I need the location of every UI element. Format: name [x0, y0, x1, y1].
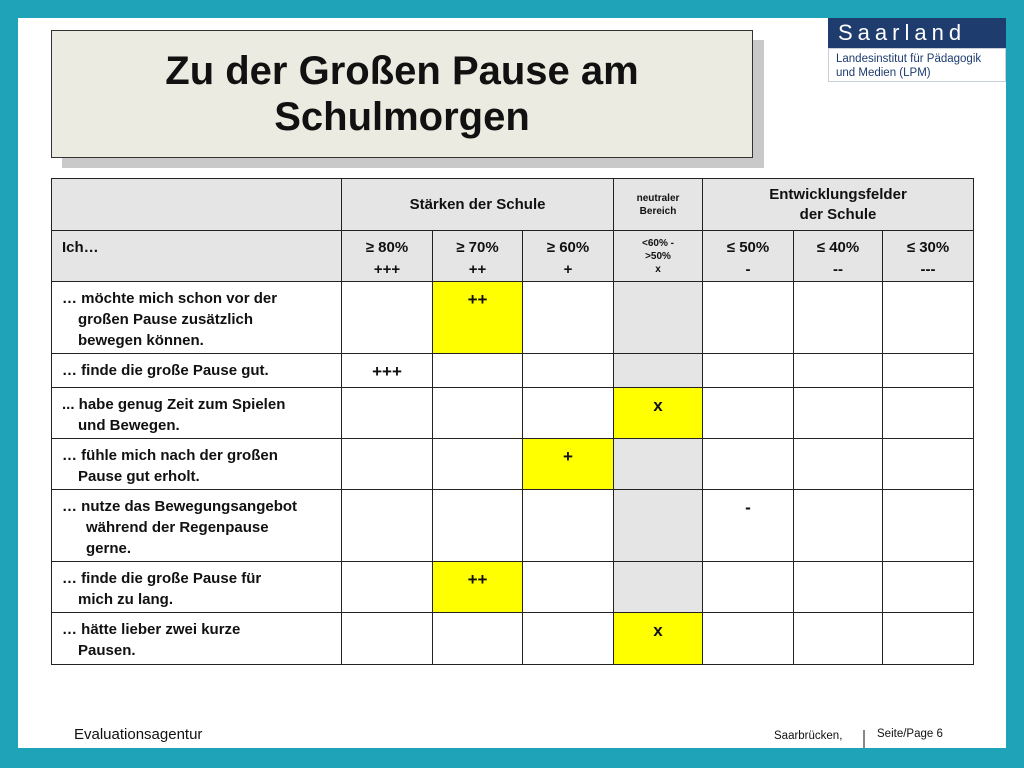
cell-marked: [523, 439, 614, 490]
statement-line: … hätte lieber zwei kurze: [62, 621, 241, 638]
row-statement: [52, 613, 342, 665]
scale-level-5: [703, 231, 794, 282]
cell-neutral: [614, 282, 703, 354]
table-row: [52, 613, 974, 665]
footer-city: Saarbrücken,: [774, 730, 843, 742]
cell: [883, 388, 974, 439]
level-symbol: -: [745, 261, 751, 278]
level-pct: ≤ 30%: [906, 239, 950, 256]
level-symbol: x: [655, 264, 661, 275]
header-strengths: Stärken der Schule: [342, 179, 614, 231]
row-statement: [52, 388, 342, 439]
statement-line: und Bewegen.: [78, 417, 180, 434]
cell: [883, 439, 974, 490]
cell: [342, 439, 433, 490]
slide-title: [51, 30, 753, 158]
cell: [342, 282, 433, 354]
statement-line: während der Regenpause: [86, 519, 269, 536]
table-row: [52, 282, 974, 354]
statement-line: … finde die große Pause für: [62, 570, 262, 587]
table-row: [52, 354, 974, 388]
scale-level-3: [523, 231, 614, 282]
rating-mark: ++: [467, 290, 488, 309]
cell: [794, 439, 883, 490]
cell: [523, 490, 614, 562]
rating-mark: x: [653, 396, 663, 415]
rating-mark: +++: [372, 362, 402, 381]
cell: [883, 354, 974, 388]
level-symbol: ---: [920, 261, 936, 278]
level-pct: ≥ 80%: [365, 239, 409, 256]
level-pct-2: >50%: [645, 251, 671, 262]
row-statement: [52, 354, 342, 388]
cell: [883, 282, 974, 354]
cell-neutral: [614, 439, 703, 490]
statement-line: … fühle mich nach der großen: [62, 447, 278, 464]
cell: [433, 388, 523, 439]
table-row: [52, 490, 974, 562]
cell-marked: [433, 562, 523, 613]
rating-mark: x: [653, 621, 663, 640]
statement-line: … finde die große Pause gut.: [62, 362, 269, 379]
scale-row: [52, 231, 974, 282]
cell: [883, 490, 974, 562]
evaluation-table: [51, 178, 974, 665]
header-development-line-1: Entwicklungsfelder: [769, 185, 907, 203]
header-neutral: [614, 179, 703, 231]
scale-label: Ich…: [52, 231, 342, 282]
level-pct: ≥ 70%: [456, 239, 499, 256]
table-row: [52, 439, 974, 490]
row-statement: [52, 439, 342, 490]
footer-page-number: Seite/Page 6: [877, 728, 943, 740]
scale-level-1: [342, 231, 433, 282]
statement-line: großen Pause zusätzlich: [78, 311, 254, 328]
scale-level-2: [433, 231, 523, 282]
level-symbol: +: [563, 261, 573, 278]
cell: [703, 354, 794, 388]
level-pct: ≤ 40%: [816, 239, 860, 256]
title-line-2: Schulmorgen: [274, 95, 530, 139]
statement-line: … nutze das Bewegungsangebot: [62, 498, 298, 515]
cell: [342, 562, 433, 613]
cell: [433, 490, 523, 562]
cell: [794, 388, 883, 439]
cell: [794, 354, 883, 388]
row-statement: [52, 282, 342, 354]
cell: [703, 562, 794, 613]
cell: [523, 354, 614, 388]
table-header-row: [52, 179, 974, 231]
cell: [523, 562, 614, 613]
cell-neutral: [614, 562, 703, 613]
cell: [342, 613, 433, 665]
cell: [523, 613, 614, 665]
cell-marked: [342, 354, 433, 388]
cell: [433, 613, 523, 665]
cell-neutral: [614, 490, 703, 562]
row-statement: [52, 490, 342, 562]
cell: [794, 282, 883, 354]
cell: [703, 613, 794, 665]
logo-line-1: Landesinstitut für Pädagogik: [836, 53, 982, 65]
cell-marked: [614, 388, 703, 439]
table-row: [52, 388, 974, 439]
cell: [523, 388, 614, 439]
row-statement: [52, 562, 342, 613]
cell: [523, 282, 614, 354]
statement-line: bewegen können.: [78, 332, 204, 349]
cell: [794, 490, 883, 562]
header-development: [703, 179, 974, 231]
logo-line-2: und Medien (LPM): [836, 67, 931, 79]
cell: [342, 490, 433, 562]
cell-marked: [433, 282, 523, 354]
rating-mark: ++: [467, 570, 488, 589]
table-row: [52, 562, 974, 613]
statement-line: Pausen.: [78, 642, 136, 659]
cell: [703, 282, 794, 354]
statement-line: mich zu lang.: [78, 591, 174, 608]
level-symbol: ++: [468, 261, 487, 278]
cell: [883, 613, 974, 665]
header-development-line-2: der Schule: [799, 205, 877, 223]
footer-divider: [863, 730, 865, 748]
cell-marked: [614, 613, 703, 665]
level-pct: ≤ 50%: [726, 239, 770, 256]
level-pct: ≥ 60%: [546, 239, 590, 256]
title-line-1: Zu der Großen Pause am: [165, 49, 639, 93]
cell: [433, 439, 523, 490]
statement-line: Pause gut erholt.: [78, 468, 200, 485]
level-symbol: +++: [373, 261, 401, 278]
cell: [342, 388, 433, 439]
cell-marked: [703, 490, 794, 562]
cell: [794, 562, 883, 613]
statement-line: … möchte mich schon vor der: [62, 290, 278, 307]
scale-level-4: [614, 231, 703, 282]
header-neutral-line-2: Bereich: [639, 205, 677, 217]
scale-level-6: [794, 231, 883, 282]
cell-neutral: [614, 354, 703, 388]
scale-level-7: [883, 231, 974, 282]
footer-agency: Evaluationsagentur: [74, 726, 203, 743]
logo-wordmark: Saarland: [838, 20, 967, 45]
header-corner: [52, 179, 342, 231]
cell: [883, 562, 974, 613]
cell: [794, 613, 883, 665]
header-neutral-line-1: neutraler: [636, 192, 680, 204]
statement-line: gerne.: [86, 540, 132, 557]
cell: [433, 354, 523, 388]
level-pct: <60% -: [642, 238, 674, 249]
cell: [703, 439, 794, 490]
level-symbol: --: [833, 261, 844, 278]
rating-mark: -: [745, 498, 751, 517]
cell: [703, 388, 794, 439]
rating-mark: +: [563, 447, 573, 466]
statement-line: ... habe genug Zeit zum Spielen: [62, 396, 286, 413]
